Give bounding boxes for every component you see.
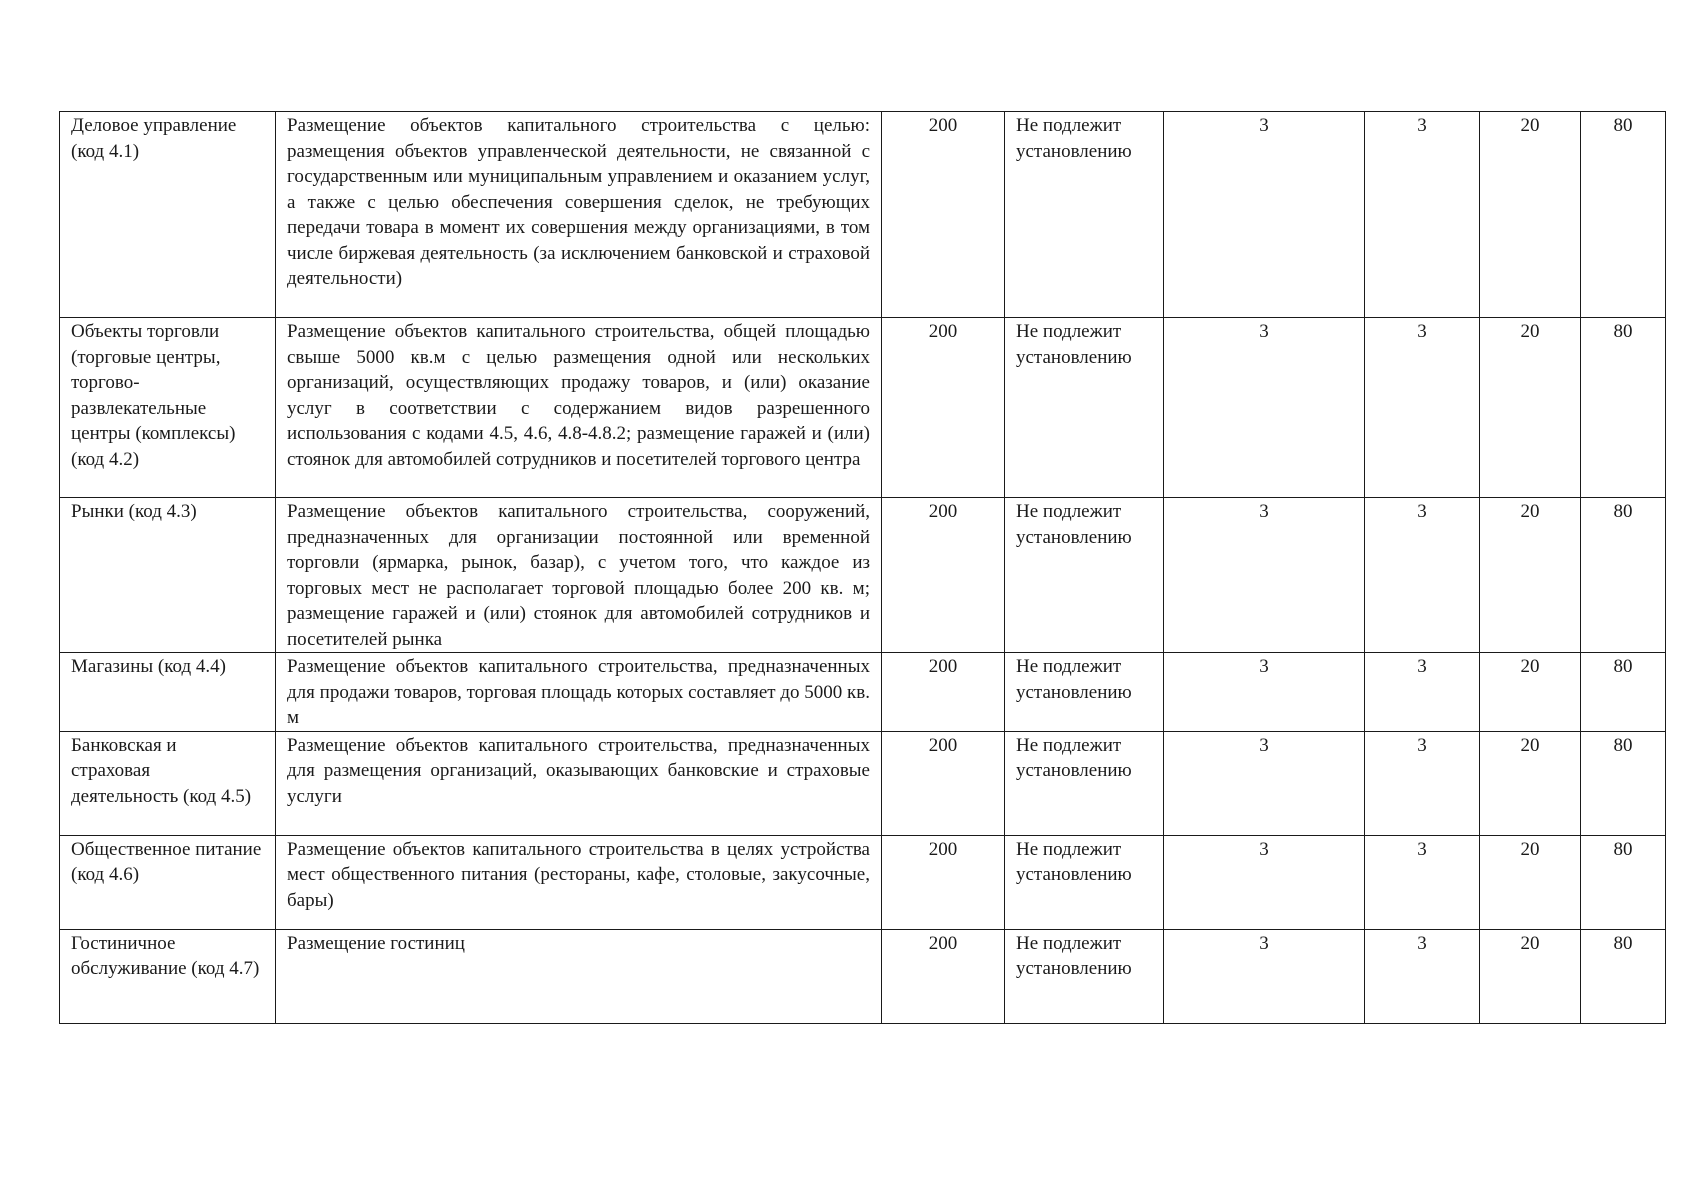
use-description-cell: Размещение гостиниц [276,929,882,1023]
value-cell: 20 [1480,318,1581,498]
value-cell: 3 [1365,498,1480,653]
value-cell: 80 [1581,731,1666,835]
value-cell: 80 [1581,318,1666,498]
use-type-cell: Банковская и страховая деятельность (код 4.5) [60,731,276,835]
value-cell: Не подлежит установлению [1005,929,1164,1023]
use-type-cell: Деловое управление (код 4.1) [60,112,276,318]
value-cell: 80 [1581,653,1666,732]
table-row [60,731,1666,835]
value-cell: Не подлежит установлению [1005,731,1164,835]
value-cell: 200 [882,731,1005,835]
value-cell: 80 [1581,835,1666,929]
value-cell: 20 [1480,835,1581,929]
value-cell: 200 [882,112,1005,318]
value-cell: Не подлежит установлению [1005,653,1164,732]
value-cell: 200 [882,929,1005,1023]
value-cell: 20 [1480,498,1581,653]
use-type-cell: Объекты торговли (торговые центры, торгово-развлекательные центры (комплексы) (код 4.2) [60,318,276,498]
value-cell: 200 [882,498,1005,653]
value-cell: 3 [1365,112,1480,318]
use-type-cell: Рынки (код 4.3) [60,498,276,653]
value-cell: Не подлежит установлению [1005,835,1164,929]
table-row [60,318,1666,498]
table-row [60,929,1666,1023]
table-row [60,835,1666,929]
value-cell: 3 [1164,835,1365,929]
value-cell: 3 [1365,653,1480,732]
land-use-table [59,111,1666,1024]
value-cell: Не подлежит установлению [1005,498,1164,653]
use-type-cell: Магазины (код 4.4) [60,653,276,732]
use-description-cell: Размещение объектов капитального строительства с целью: размещения объектов управленческой деятельности, не связанной с государственным или муниципальным управлением и оказанием услуг, а также с целью обеспечения совершения сделок, не требующих передачи товара в момент их совершения между организациями, в том числе биржевая деятельность (за исключением банковской и страховой деятельности) [276,112,882,318]
table-row [60,653,1666,732]
value-cell: 3 [1365,318,1480,498]
value-cell: 3 [1365,731,1480,835]
value-cell: 20 [1480,112,1581,318]
value-cell: 3 [1164,112,1365,318]
value-cell: 80 [1581,112,1666,318]
use-type-cell: Гостиничное обслуживание (код 4.7) [60,929,276,1023]
value-cell: 20 [1480,731,1581,835]
value-cell: 80 [1581,498,1666,653]
value-cell: 3 [1164,498,1365,653]
value-cell: 3 [1164,318,1365,498]
value-cell: 3 [1164,653,1365,732]
value-cell: 200 [882,318,1005,498]
value-cell: 3 [1164,731,1365,835]
use-description-cell: Размещение объектов капитального строительства, предназначенных для продажи товаров, торговая площадь которых составляет до 5000 кв. м [276,653,882,732]
value-cell: 80 [1581,929,1666,1023]
use-description-cell: Размещение объектов капитального строительства, предназначенных для размещения организаций, оказывающих банковские и страховые услуги [276,731,882,835]
use-description-cell: Размещение объектов капитального строительства в целях устройства мест общественного питания (рестораны, кафе, столовые, закусочные, бары) [276,835,882,929]
value-cell: 3 [1365,929,1480,1023]
value-cell: Не подлежит установлению [1005,112,1164,318]
table-row [60,112,1666,318]
value-cell: 20 [1480,929,1581,1023]
value-cell: 200 [882,653,1005,732]
value-cell: Не подлежит установлению [1005,318,1164,498]
use-description-cell: Размещение объектов капитального строительства, сооружений, предназначенных для организации постоянной или временной торговли (ярмарка, рынок, базар), с учетом того, что каждое из торговых мест не располагает торговой площадью более 200 кв. м; размещение гаражей и (или) стоянок для автомобилей сотрудников и посетителей рынка [276,498,882,653]
value-cell: 3 [1365,835,1480,929]
table-row [60,498,1666,653]
value-cell: 200 [882,835,1005,929]
value-cell: 3 [1164,929,1365,1023]
value-cell: 20 [1480,653,1581,732]
use-type-cell: Общественное питание (код 4.6) [60,835,276,929]
use-description-cell: Размещение объектов капитального строительства, общей площадью свыше 5000 кв.м с целью размещения одной или нескольких организаций, осуществляющих продажу товаров, и (или) оказание услуг в соответствии с содержанием видов разрешенного использования с кодами 4.5, 4.6, 4.8-4.8.2; размещение гаражей и (или) стоянок для автомобилей сотрудников и посетителей торгового центра [276,318,882,498]
